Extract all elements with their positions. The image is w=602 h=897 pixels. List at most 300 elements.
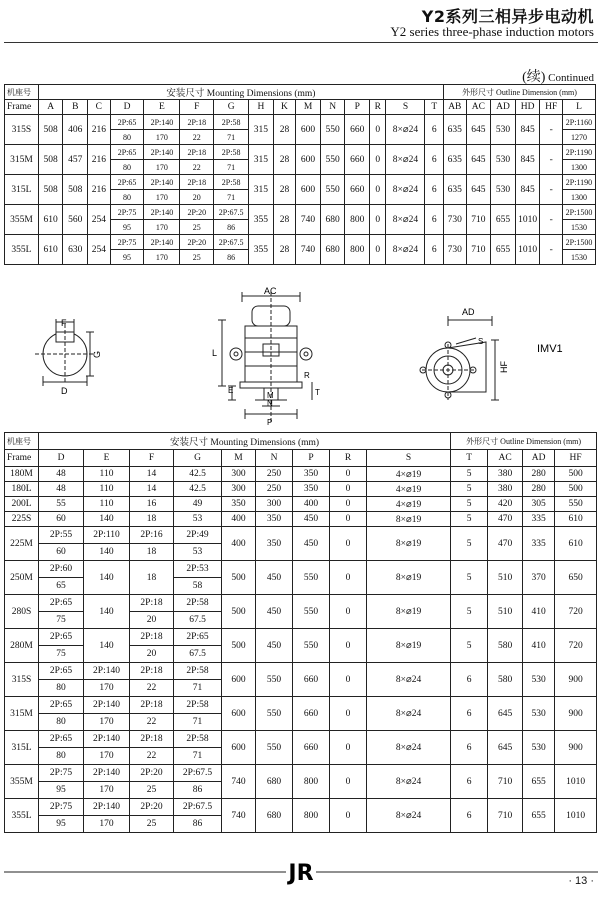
cell-m: 350 [222,497,256,512]
cell-m: 500 [222,629,256,663]
mounting-header-2: 安装尺寸 Mounting Dimensions (mm) [39,433,451,450]
column-header-a: A [38,100,63,115]
motor-dimension-diagram [0,282,602,432]
cell-d: 95 [39,816,84,833]
cell-m: 300 [222,467,256,482]
cell-hf: - [540,115,563,145]
frame-cell: 355L [5,235,39,265]
frame-cell: 180L [5,482,39,497]
column-header-ad: AD [491,100,516,115]
cell-ab: 730 [444,205,467,235]
cell-f: 22 [130,680,174,697]
cell-n: 550 [256,697,293,731]
cell-e: 170 [144,220,180,235]
cell-d-2p: 2P:65 [110,175,144,190]
cell-hf: 1010 [555,799,597,833]
cell-t: 6 [451,765,488,799]
cell-d-2p: 2P:65 [110,145,144,160]
page-subtitle: Y2 series three-phase induction motors [390,24,594,39]
cell-b: 457 [63,145,88,175]
table-row [5,629,597,646]
cell-t: 5 [451,497,488,512]
cell-d-2p: 2P:65 [39,663,84,680]
frame-header-cn-2: 机座号 [5,433,39,450]
cell-hd: 845 [515,145,540,175]
cell-f: 25 [130,816,174,833]
cell-e: 170 [144,250,180,265]
cell-g: 86 [214,250,249,265]
cell-hf: 500 [555,467,597,482]
cell-d: 80 [110,130,144,145]
cell-s: 8×⌀19 [367,512,451,527]
cell-l: 1270 [562,130,595,145]
cell-e: 140 [84,512,130,527]
cell-r: 0 [330,497,367,512]
outline-header-2: 外形尺寸 Outline Dimension (mm) [451,433,597,450]
cell-g: 49 [174,497,222,512]
cell-r: 0 [370,205,386,235]
frame-header-cn: 机座号 [5,85,39,100]
cell-e: 140 [84,595,130,629]
cell-f: 16 [130,497,174,512]
cell-s: 8×⌀24 [367,799,451,833]
column-header-e: E [84,450,130,467]
cell-e: 110 [84,497,130,512]
cell-d-2p: 2P:65 [39,697,84,714]
cell-d: 55 [39,497,84,512]
diagram-label-f: F [61,318,67,328]
cell-m: 400 [222,512,256,527]
cell-r: 0 [330,512,367,527]
cell-f-2p: 2P:20 [130,765,174,782]
frame-cell: 200L [5,497,39,512]
cell-s: 8×⌀24 [386,115,425,145]
column-header-hd: HD [515,100,540,115]
column-header-c: C [88,100,111,115]
cell-n: 680 [320,235,345,265]
column-header-f: F [180,100,214,115]
frame-header-en: Frame [5,100,39,115]
cell-e: 140 [84,544,130,561]
cell-t: 6 [425,205,444,235]
cell-ac: 470 [488,527,523,561]
cell-m: 600 [222,663,256,697]
cell-e: 110 [84,482,130,497]
cell-g: 53 [174,512,222,527]
cell-ac: 710 [488,765,523,799]
cell-l-2p: 2P:1160 [562,115,595,130]
cell-hf: - [540,235,563,265]
cell-l: 1300 [562,190,595,205]
column-header-ac: AC [488,450,523,467]
cell-s: 8×⌀19 [367,629,451,663]
page-number: · 13 · [568,875,594,887]
diagram-label-m: M [267,391,274,400]
cell-n: 550 [256,663,293,697]
cell-d: 60 [39,544,84,561]
cell-hd: 845 [515,115,540,145]
cell-a: 508 [38,145,63,175]
cell-f: 20 [130,612,174,629]
cell-p: 660 [293,663,330,697]
cell-m: 600 [296,175,321,205]
cell-d: 80 [39,680,84,697]
column-header-hf: HF [540,100,563,115]
cell-ad: 530 [491,115,516,145]
cell-e: 170 [144,190,180,205]
table-row [5,115,596,130]
cell-ad: 530 [523,731,555,765]
cell-p: 800 [345,205,370,235]
header-divider [4,42,598,43]
cell-e-2p: 2P:140 [84,697,130,714]
cell-t: 6 [425,115,444,145]
cell-m: 500 [222,561,256,595]
cell-e: 140 [84,629,130,663]
continued-cn: (续) [522,70,546,85]
cell-ac: 380 [488,467,523,482]
cell-r: 0 [330,629,367,663]
cell-ad: 530 [491,145,516,175]
cell-f-2p: 2P:18 [180,115,214,130]
cell-g: 67.5 [174,612,222,629]
cell-e: 170 [144,160,180,175]
cell-d: 95 [110,250,144,265]
cell-g: 42.5 [174,467,222,482]
cell-ac: 510 [488,595,523,629]
outline-header: 外形尺寸 Outline Dimension (mm) [444,85,596,100]
frame-cell: 315S [5,115,39,145]
diagram-label-e: E [228,386,234,395]
dimension-table-bottom [4,432,597,833]
cell-n: 250 [256,467,293,482]
cell-f: 18 [130,544,174,561]
diagram-label-d: D [61,386,68,396]
cell-d: 80 [110,190,144,205]
cell-g: 71 [174,714,222,731]
frame-cell: 355M [5,205,39,235]
cell-a: 610 [38,235,63,265]
table-row [5,697,597,714]
column-header-b: B [63,100,88,115]
table-row [5,467,597,482]
column-header-hf: HF [555,450,597,467]
cell-s: 8×⌀24 [386,205,425,235]
cell-e-2p: 2P:140 [84,799,130,816]
cell-s: 4×⌀19 [367,467,451,482]
cell-f-2p: 2P:20 [130,799,174,816]
cell-s: 8×⌀19 [367,595,451,629]
cell-t: 5 [451,527,488,561]
cell-r: 0 [330,561,367,595]
frame-cell: 250M [5,561,39,595]
cell-t: 5 [451,482,488,497]
cell-t: 5 [451,595,488,629]
continued-en: Continued [548,72,594,84]
cell-d-2p: 2P:55 [39,527,84,544]
cell-f-2p: 2P:18 [130,663,174,680]
column-header-ac: AC [466,100,491,115]
column-header-ad: AD [523,450,555,467]
column-header-p: P [293,450,330,467]
cell-k: 28 [273,205,296,235]
cell-t: 5 [451,629,488,663]
frame-cell: 315M [5,697,39,731]
cell-g: 86 [174,782,222,799]
cell-g: 42.5 [174,482,222,497]
cell-s: 8×⌀24 [386,145,425,175]
cell-f: 20 [130,646,174,663]
cell-d: 48 [39,467,84,482]
cell-f: 18 [130,561,174,595]
diagram-label-p: P [267,418,273,427]
cell-p: 550 [293,561,330,595]
cell-d-2p: 2P:75 [39,765,84,782]
cell-ad: 370 [523,561,555,595]
cell-ac: 645 [488,697,523,731]
column-header-d: D [39,450,84,467]
cell-k: 28 [273,145,296,175]
cell-ac: 645 [488,731,523,765]
cell-ac: 380 [488,482,523,497]
cell-ac: 510 [488,561,523,595]
cell-p: 660 [345,115,370,145]
cell-h: 355 [249,235,274,265]
cell-hf: 650 [555,561,597,595]
cell-n: 550 [320,175,345,205]
cell-ad: 655 [523,799,555,833]
cell-hf: 900 [555,731,597,765]
cell-g-2p: 2P:58 [174,663,222,680]
cell-p: 660 [293,731,330,765]
cell-b: 406 [63,115,88,145]
cell-hf: 1010 [555,765,597,799]
cell-h: 315 [249,145,274,175]
cell-e-2p: 2P:140 [144,235,180,250]
cell-e: 110 [84,467,130,482]
table-row [5,145,596,160]
cell-g: 58 [174,578,222,595]
cell-r: 0 [330,765,367,799]
cell-e: 170 [84,680,130,697]
cell-p: 800 [345,235,370,265]
cell-d-2p: 2P:75 [110,235,144,250]
cell-c: 216 [88,175,111,205]
column-header-n: N [256,450,293,467]
cell-ad: 280 [523,482,555,497]
cell-p: 350 [293,482,330,497]
cell-ab: 635 [444,175,467,205]
cell-g-2p: 2P:58 [214,145,249,160]
cell-r: 0 [330,697,367,731]
cell-p: 550 [293,629,330,663]
cell-e-2p: 2P:140 [84,765,130,782]
cell-ad: 530 [523,697,555,731]
cell-ac: 470 [488,512,523,527]
cell-g-2p: 2P:53 [174,561,222,578]
diagram-label-s: S [478,337,484,346]
cell-ab: 730 [444,235,467,265]
frame-cell: 315M [5,145,39,175]
cell-d-2p: 2P:65 [39,731,84,748]
cell-a: 508 [38,175,63,205]
table-row [5,765,597,782]
cell-n: 350 [256,512,293,527]
cell-g-2p: 2P:65 [174,629,222,646]
frame-cell: 180M [5,467,39,482]
cell-h: 315 [249,115,274,145]
table-row [5,663,597,680]
cell-h: 355 [249,205,274,235]
cell-a: 610 [38,205,63,235]
cell-e: 170 [84,748,130,765]
cell-c: 216 [88,115,111,145]
cell-d: 80 [39,714,84,731]
cell-p: 450 [293,527,330,561]
continued-label [522,66,594,86]
cell-d: 48 [39,482,84,497]
cell-l-2p: 2P:1190 [562,145,595,160]
cell-p: 660 [345,175,370,205]
mounting-type-label: IMV1 [537,343,563,355]
cell-ac: 580 [488,663,523,697]
motor-side-drawing [218,292,312,422]
cell-l: 1530 [562,250,595,265]
cell-f: 20 [180,190,214,205]
cell-c: 254 [88,235,111,265]
cell-hf: - [540,145,563,175]
cell-ad: 410 [523,595,555,629]
cell-ab: 635 [444,115,467,145]
cell-m: 300 [222,482,256,497]
cell-m: 740 [222,765,256,799]
cell-l: 1300 [562,160,595,175]
cell-s: 8×⌀24 [367,765,451,799]
cell-f-2p: 2P:18 [130,629,174,646]
cell-g-2p: 2P:58 [174,731,222,748]
cell-ac: 580 [488,629,523,663]
column-header-e: E [144,100,180,115]
cell-d: 95 [39,782,84,799]
diagram-label-n: N [267,399,273,408]
cell-f-2p: 2P:20 [180,205,214,220]
cell-e: 170 [84,782,130,799]
cell-d-2p: 2P:65 [39,595,84,612]
cell-f: 25 [130,782,174,799]
cell-e-2p: 2P:140 [84,663,130,680]
cell-p: 350 [293,467,330,482]
column-header-m: M [222,450,256,467]
cell-n: 550 [320,115,345,145]
cell-g: 71 [174,680,222,697]
cell-ad: 335 [523,512,555,527]
cell-hf: 500 [555,482,597,497]
cell-d: 75 [39,646,84,663]
cell-ad: 655 [523,765,555,799]
cell-d: 75 [39,612,84,629]
column-header-d: D [110,100,144,115]
table-row [5,482,597,497]
cell-f: 22 [180,130,214,145]
cell-m: 400 [222,527,256,561]
cell-s: 8×⌀19 [367,527,451,561]
cell-n: 300 [256,497,293,512]
cell-p: 800 [293,765,330,799]
cell-g: 71 [214,190,249,205]
cell-m: 600 [222,697,256,731]
cell-t: 6 [451,799,488,833]
cell-g-2p: 2P:58 [174,697,222,714]
column-header-n: N [320,100,345,115]
cell-ad: 410 [523,629,555,663]
table-row [5,175,596,190]
cell-n: 250 [256,482,293,497]
cell-p: 400 [293,497,330,512]
cell-d: 80 [110,160,144,175]
column-header-s: S [367,450,451,467]
cell-r: 0 [370,145,386,175]
table-row [5,731,597,748]
cell-c: 254 [88,205,111,235]
cell-l: 1530 [562,220,595,235]
diagram-label-r: R [304,371,310,380]
cell-g: 67.5 [174,646,222,663]
cell-g-2p: 2P:67.5 [214,205,249,220]
cell-g-2p: 2P:58 [214,175,249,190]
cell-m: 740 [296,205,321,235]
cell-b: 560 [63,205,88,235]
cell-d: 65 [39,578,84,595]
cell-f: 18 [130,512,174,527]
cell-m: 600 [222,731,256,765]
cell-t: 6 [425,145,444,175]
cell-d-2p: 2P:65 [110,115,144,130]
cell-e: 140 [84,561,130,595]
cell-g-2p: 2P:67.5 [214,235,249,250]
table-row [5,512,597,527]
cell-t: 6 [451,731,488,765]
cell-g: 71 [214,160,249,175]
column-header-s: S [386,100,425,115]
diagram-label-l: L [212,348,218,358]
cell-e-2p: 2P:140 [144,115,180,130]
cell-n: 550 [256,731,293,765]
column-header-f: F [130,450,174,467]
shaft-section-drawing [35,319,95,386]
cell-g: 71 [174,748,222,765]
diagram-label-ac: AC [264,286,277,296]
cell-f: 14 [130,467,174,482]
cell-h: 315 [249,175,274,205]
table-row [5,799,597,816]
cell-ad: 280 [523,467,555,482]
cell-g-2p: 2P:49 [174,527,222,544]
column-header-r: R [370,100,386,115]
cell-f-2p: 2P:18 [130,731,174,748]
cell-hf: 610 [555,512,597,527]
cell-r: 0 [330,527,367,561]
frame-header-en-2: Frame [5,450,39,467]
cell-ac: 645 [466,145,491,175]
cell-t: 6 [425,175,444,205]
cell-p: 450 [293,512,330,527]
cell-f: 22 [180,160,214,175]
cell-k: 28 [273,235,296,265]
cell-ad: 530 [523,663,555,697]
column-header-t: T [451,450,488,467]
cell-t: 6 [451,697,488,731]
cell-t: 5 [451,561,488,595]
